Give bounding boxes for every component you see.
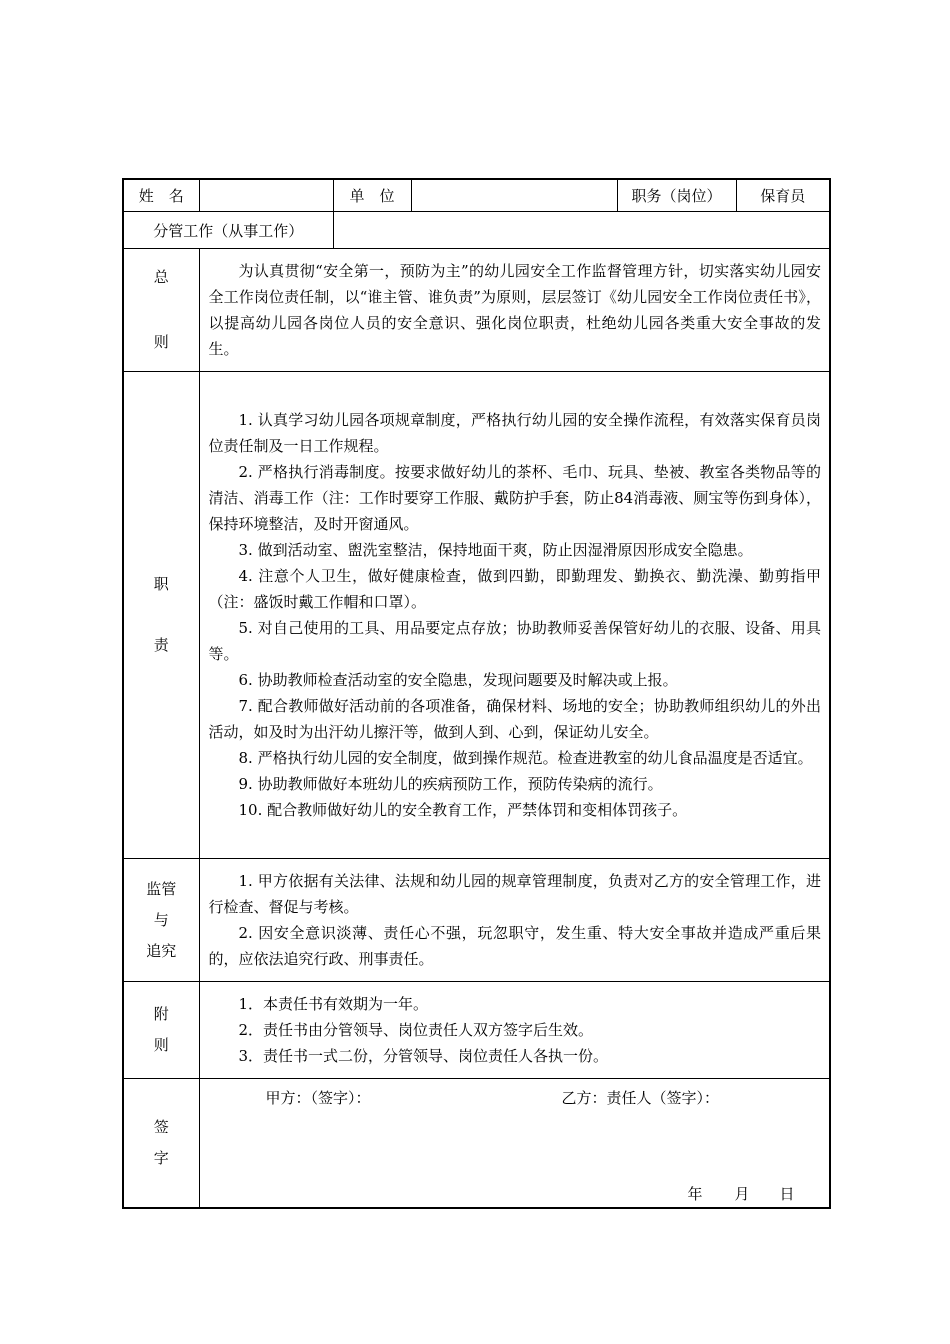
supervision-label: 监管 与 追究	[123, 859, 199, 982]
duty-item: 3. 做到活动室、盥洗室整洁，保持地面干爽，防止因湿滑原因形成安全隐患。	[238, 541, 753, 559]
supervision-item: 1. 甲方依据有关法律、法规和幼儿园的规章管理制度，负责对乙方的安全管理工作，进行检查、督促与考核。	[208, 872, 821, 916]
duty-item: 7. 配合教师做好活动前的各项准备，确保材料、场地的安全；协助教师组织幼儿的外出活动，如及时为出汗幼儿擦汗等，做到人到、心到，保证幼儿安全。	[208, 697, 821, 741]
appendix-item: 1．本责任书有效期为一年。	[238, 995, 429, 1013]
unit-label: 单 位	[333, 179, 411, 212]
general-text: 为认真贯彻“安全第一，预防为主”的幼儿园安全工作监督管理方针，切实落实幼儿园安全工作岗位责任制，以“谁主管、谁负责”为原则，层层签订《幼儿园安全工作岗位责任书》，以提高幼儿园各岗位人员的安全意识、强化岗位职责，杜绝幼儿园各类重大安全事故的发生。	[208, 262, 821, 358]
signature-content	[199, 1079, 830, 1209]
general-row	[123, 249, 830, 372]
appendix-item: 3．责任书一式二份，分管领导、岗位责任人各执一份。	[238, 1047, 609, 1065]
date-year: 年	[687, 1185, 703, 1203]
duties-content	[199, 372, 830, 859]
date-day: 日	[779, 1185, 795, 1203]
party-b-signature[interactable]: 乙方：责任人（签字）：	[561, 1089, 720, 1107]
position-value[interactable]: 保育员	[736, 179, 830, 212]
duties-label: 职 责	[123, 372, 199, 859]
signature-row	[123, 1079, 830, 1209]
duties-row	[123, 372, 830, 859]
duty-item: 2. 严格执行消毒制度。按要求做好幼儿的茶杯、毛巾、玩具、垫被、教室各类物品等的清洁、消毒工作（注：工作时要穿工作服、戴防护手套，防止84消毒液、厕宝等伤到身体），保持环境整洁，及时开窗通风。	[208, 463, 821, 533]
work-field[interactable]	[333, 212, 830, 249]
unit-field[interactable]	[411, 179, 617, 212]
signature-date[interactable]	[688, 1183, 795, 1204]
name-label: 姓 名	[123, 179, 199, 212]
date-month: 月	[734, 1185, 750, 1203]
responsibility-form	[122, 178, 831, 1209]
supervision-row	[123, 859, 830, 982]
appendix-label: 附 则	[123, 982, 199, 1079]
work-row	[123, 212, 830, 249]
duty-item: 9. 协助教师做好本班幼儿的疾病预防工作，预防传染病的流行。	[238, 775, 663, 793]
signature-label: 签 字	[123, 1079, 199, 1209]
duty-item: 1. 认真学习幼儿园各项规章制度，严格执行幼儿园的安全操作流程，有效落实保育员岗位责任制及一日工作规程。	[208, 411, 821, 455]
duty-item: 8. 严格执行幼儿园的安全制度，做到操作规范。检查进教室的幼儿食品温度是否适宜。	[238, 749, 813, 767]
general-label: 总 则	[123, 249, 199, 372]
party-a-signature[interactable]: 甲方：（签字）：	[265, 1089, 371, 1107]
duty-item: 10. 配合教师做好幼儿的安全教育工作，严禁体罚和变相体罚孩子。	[238, 801, 688, 819]
work-label: 分管工作（从事工作）	[123, 212, 333, 249]
appendix-content	[199, 982, 830, 1079]
appendix-row	[123, 982, 830, 1079]
name-field[interactable]	[199, 179, 333, 212]
duty-item: 6. 协助教师检查活动室的安全隐患，发现问题要及时解决或上报。	[238, 671, 678, 689]
supervision-content	[199, 859, 830, 982]
header-row	[123, 179, 830, 212]
duty-item: 5. 对自己使用的工具、用品要定点存放；协助教师妥善保管好幼儿的衣服、设备、用具等。	[208, 619, 821, 663]
duty-item: 4. 注意个人卫生，做好健康检查，做到四勤，即勤理发、勤换衣、勤洗澡、勤剪指甲（注：盛饭时戴工作帽和口罩）。	[208, 567, 821, 611]
general-content	[199, 249, 830, 372]
appendix-item: 2．责任书由分管领导、岗位责任人双方签字后生效。	[238, 1021, 594, 1039]
position-label: 职务（岗位）	[617, 179, 736, 212]
supervision-item: 2. 因安全意识淡薄、责任心不强，玩忽职守，发生重、特大安全事故并造成严重后果的，应依法追究行政、刑事责任。	[208, 924, 821, 968]
